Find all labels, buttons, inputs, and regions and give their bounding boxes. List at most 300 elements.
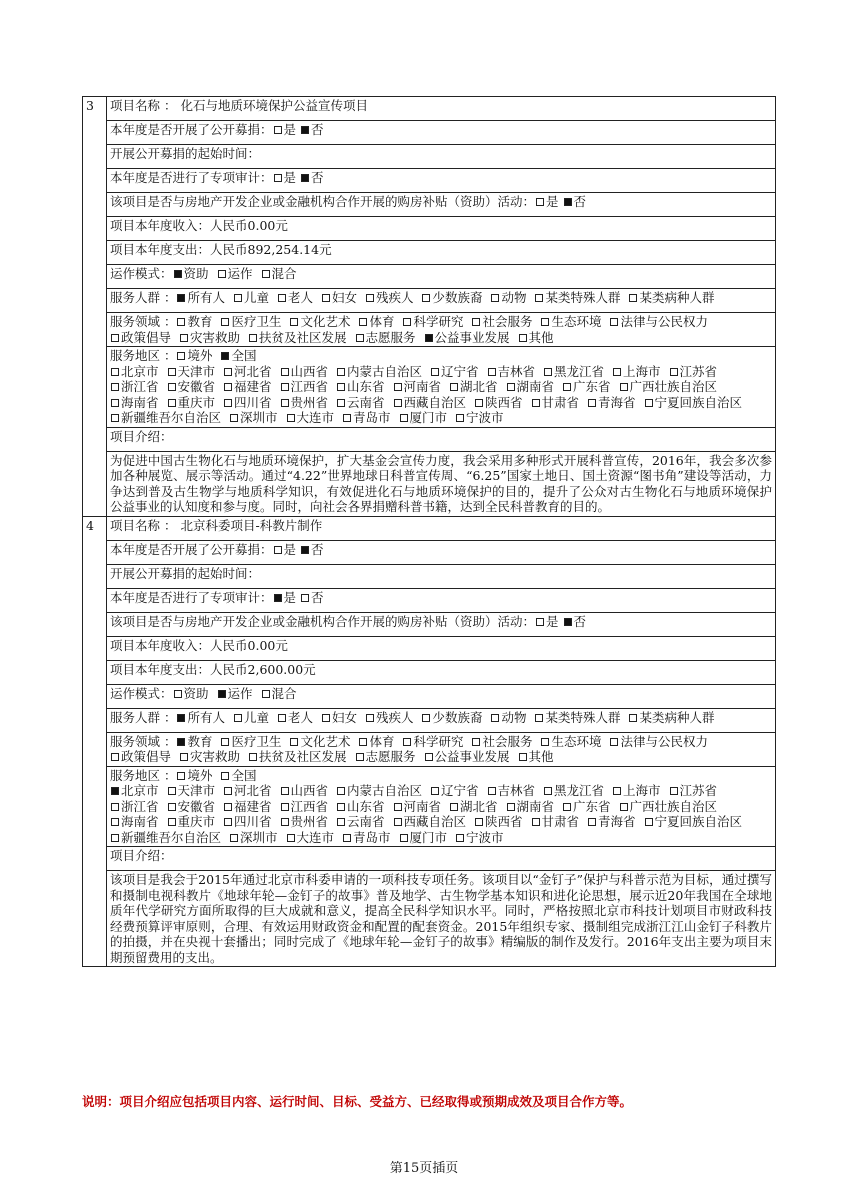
region-option [280,379,329,394]
project-intro: 为促进中国古生物化石与地质环境保护，扩大基金会宣传力度，我会采用多种形式开展科普宣传，2016年，我会多次参加各种展览、展示等活动。通过“4.22”世界地球日科普宣传周、“6.25”国家土地日、国土资源“图书角”建设等活动，力争达到普及古生物学与地质科学知识，有效促进化石与地质环境保护的目的，提升了公众对古生物化石与地质环境保护公益事业的认知度和参与度。同时，向社会各界捐赠科普书籍，达到全民科普教育的目的。 [110,452,772,514]
checkbox[interactable] [400,834,408,842]
region-option [644,395,743,410]
form-row [83,313,776,347]
checkbox[interactable] [281,818,289,826]
checkbox[interactable] [356,753,364,761]
checkbox[interactable] [366,714,374,722]
checkbox[interactable] [620,383,628,391]
region-option [612,783,661,798]
checkbox-no[interactable] [301,174,309,182]
checkbox[interactable] [224,818,232,826]
mode-label: 资助 [183,685,209,701]
checkbox[interactable] [262,270,270,278]
checkbox[interactable] [221,318,229,326]
region-option [223,799,272,814]
form-row [83,732,776,766]
checkbox[interactable] [519,334,527,342]
field-label: 生态环境 [551,733,602,749]
region-label: 西藏自治区 [403,814,467,829]
mode-label: 混合 [271,266,297,281]
checkbox[interactable] [278,714,286,722]
region-option [487,783,536,798]
checkbox[interactable] [475,399,483,407]
checkbox[interactable] [475,818,483,826]
form-row [83,564,776,588]
form-cell [107,427,776,451]
checkbox[interactable] [610,738,618,746]
checkbox-yes[interactable] [274,126,282,134]
checkbox-no[interactable] [564,618,572,626]
form-cell [107,564,776,588]
checkbox[interactable] [281,383,289,391]
checkbox[interactable] [290,738,298,746]
group-option [233,710,269,725]
checkbox[interactable] [224,368,232,376]
field-option [179,749,240,764]
form-cell [107,265,776,289]
group-option [321,290,357,305]
checkbox[interactable] [224,383,232,391]
region-option [449,799,498,814]
checkbox[interactable] [230,834,238,842]
checkbox[interactable] [230,414,238,422]
checkbox[interactable] [322,714,330,722]
checkbox[interactable] [111,368,119,376]
checkbox[interactable] [620,803,628,811]
region-option [587,395,636,410]
checkbox[interactable] [488,787,496,795]
field-option [424,330,510,345]
form-row [83,121,776,145]
group-option [176,710,225,725]
checkbox[interactable] [403,318,411,326]
mode-label: 运作 [227,266,253,281]
option-label-no: 否 [311,589,324,605]
region-label: 青海省 [598,394,636,410]
checkbox[interactable] [337,803,345,811]
field-option [358,314,394,329]
checkbox[interactable] [356,334,364,342]
region-label: 吉林省 [497,783,536,798]
region-label: 大连市 [296,410,335,425]
region-option [286,410,335,425]
checkbox[interactable] [234,714,242,722]
region-option [110,830,221,845]
region-label: 甘肃省 [541,394,580,410]
option-label-yes: 是 [283,122,297,137]
page-footer: 第15页插页 [389,1161,459,1176]
mode-option [261,266,297,281]
checkbox[interactable] [168,803,176,811]
checkbox[interactable] [394,818,402,826]
checkbox[interactable] [111,803,119,811]
region-option [336,814,385,829]
region-label: 深圳市 [240,410,278,425]
audit-question: 本年度是否进行了专项审计： [110,589,273,605]
checkbox[interactable] [281,399,289,407]
field-option [248,749,347,764]
form-cell [107,451,776,516]
region-option [487,364,536,379]
project-number [83,516,107,967]
checkbox[interactable] [610,318,618,326]
region-label: 青岛市 [353,410,391,425]
field-option [289,734,350,749]
field-label: 志愿服务 [365,329,416,345]
form-row [83,871,776,967]
region-label: 深圳市 [240,829,278,845]
region-label: 湖北省 [460,798,498,814]
fundraise-question: 本年度是否开展了公开募捐： [110,122,273,137]
service-fields-label: 服务领域 ： [110,733,177,749]
mode-option [217,686,253,701]
checkbox[interactable] [337,383,345,391]
checkbox-no[interactable] [301,546,309,554]
checkbox[interactable] [111,334,119,342]
region-label: 湖南省 [516,798,555,814]
checkbox[interactable] [343,414,351,422]
region-label: 新疆维吾尔自治区 [121,410,222,425]
checkbox-yes[interactable] [274,174,282,182]
checkbox[interactable] [507,803,515,811]
form-row [83,427,776,451]
region-label: 四川省 [234,814,272,829]
field-option [176,314,212,329]
region-option [455,410,504,425]
checkbox[interactable] [224,787,232,795]
region-option [336,395,385,410]
checkbox[interactable] [218,690,226,698]
form-cell [107,241,776,265]
fundraise-start-label: 开展公开募捐的起始时间： [110,565,261,581]
region-label: 贵州省 [290,814,329,829]
region-label: 山东省 [347,798,385,814]
mode-option [173,686,209,701]
region-label: 吉林省 [497,363,536,379]
checkbox[interactable] [177,772,185,780]
checkbox[interactable] [422,294,430,302]
service-fields-label: 服务领域 ： [110,314,177,329]
group-label: 少数族裔 [432,709,483,725]
checkbox[interactable] [422,714,430,722]
field-label: 法律与公民权力 [620,733,708,749]
checkbox[interactable] [450,383,458,391]
checkbox-no[interactable] [301,126,309,134]
field-label: 科学研究 [413,314,464,329]
scope-label: 境外 [187,767,213,783]
region-option [167,783,216,798]
checkbox[interactable] [456,834,464,842]
checkbox[interactable] [488,368,496,376]
group-option [490,290,526,305]
checkbox[interactable] [249,334,257,342]
form-cell [107,612,776,636]
checkbox[interactable] [168,787,176,795]
checkbox-yes[interactable] [274,594,282,602]
region-label: 天津市 [177,363,216,379]
form-cell [107,847,776,871]
checkbox[interactable] [180,753,188,761]
checkbox[interactable] [337,399,345,407]
mode-label: 资助 [183,266,209,281]
checkbox[interactable] [544,787,552,795]
checkbox-no[interactable] [301,594,309,602]
region-option [167,814,216,829]
checkbox[interactable] [180,334,188,342]
scope-option [220,348,256,363]
checkbox[interactable] [588,399,596,407]
region-option [280,814,329,829]
checkbox[interactable] [337,787,345,795]
fundraise-question: 本年度是否开展了公开募捐： [110,541,273,557]
region-label: 陕西省 [485,814,523,829]
field-label: 体育 [369,733,395,749]
field-label: 灾害救助 [190,749,241,764]
checkbox[interactable] [177,318,185,326]
region-option [393,814,467,829]
checkbox[interactable] [111,414,119,422]
checkbox[interactable] [544,368,552,376]
service-groups-label: 服务人群 ： [110,290,177,305]
checkbox[interactable] [221,738,229,746]
group-label: 老人 [287,709,313,725]
mode-option [261,686,297,701]
checkbox[interactable] [563,383,571,391]
checkbox[interactable] [359,318,367,326]
checkbox[interactable] [281,368,289,376]
checkbox[interactable] [278,294,286,302]
checkbox-no[interactable] [564,198,572,206]
checkbox[interactable] [450,803,458,811]
region-label: 河南省 [403,798,442,814]
checkbox[interactable] [425,753,433,761]
region-option [612,364,661,379]
checkbox[interactable] [111,753,119,761]
region-label: 安徽省 [177,798,216,814]
checkbox[interactable] [588,818,596,826]
checkbox[interactable] [221,352,229,360]
region-label: 黑龙江省 [554,363,605,379]
checkbox[interactable] [177,352,185,360]
option-label-no: 否 [311,170,324,185]
form-cell [107,121,776,145]
region-label: 西藏自治区 [403,394,467,410]
checkbox[interactable] [472,318,480,326]
region-option [399,830,448,845]
region-label: 山东省 [347,379,385,394]
housing-subsidy-question: 该项目是否与房地产开发企业或金融机构合作开展的购房补贴（资助）活动： [110,194,536,209]
group-label: 妇女 [331,709,357,725]
checkbox[interactable] [249,753,257,761]
checkbox[interactable] [168,383,176,391]
checkbox[interactable] [168,368,176,376]
region-option [393,379,442,394]
checkbox[interactable] [343,834,351,842]
field-label: 扶贫及社区发展 [259,749,347,764]
region-label: 福建省 [234,798,272,814]
checkbox[interactable] [431,368,439,376]
region-label: 海南省 [121,814,159,829]
checkbox[interactable] [262,690,270,698]
checkbox[interactable] [111,787,119,795]
region-label: 河南省 [403,379,442,394]
checkbox[interactable] [670,368,678,376]
checkbox[interactable] [111,399,119,407]
checkbox[interactable] [287,834,295,842]
form-row [83,660,776,684]
region-option [223,364,272,379]
checkbox[interactable] [337,368,345,376]
form-row [83,847,776,871]
checkbox[interactable] [491,714,499,722]
checkbox[interactable] [472,738,480,746]
region-option [110,410,221,425]
field-label: 文化艺术 [300,314,351,329]
region-label: 天津市 [177,783,216,798]
checkbox[interactable] [168,399,176,407]
field-option [540,314,601,329]
checkbox[interactable] [535,714,543,722]
checkbox[interactable] [337,818,345,826]
checkbox[interactable] [111,818,119,826]
checkbox[interactable] [519,753,527,761]
checkbox[interactable] [629,294,637,302]
region-label: 江苏省 [679,783,718,798]
field-option [355,749,416,764]
checkbox[interactable] [431,787,439,795]
checkbox[interactable] [287,414,295,422]
field-label: 其他 [528,749,554,764]
project-intro: 该项目是我会于2015年通过北京市科委申请的一项科技专项任务。该项目以“金钉子”保护与科普示范为目标，通过撰写和摄制电视科教片《地球年轮—金钉子的故事》普及地学、古生物学基本知识和进化论思想，展示近20年我国在全球地质年代学研究方面所取得的巨大成就和意义，提高全民科学知识水平。同时，严格按照北京市科技计划项目市财政科技经费预算评审原则，合理、有效运用财政资金和配置的配套资金。2015年组织专家、摄制组完成浙江江山金钉子科教片的拍摄，并在央视十套播出；同时完成了《地球年轮—金钉子的故事》精编版的制作及发行。2016年支出主要为项目末期预留费用的支出。 [110,872,772,965]
region-option [110,783,159,798]
checkbox[interactable] [563,803,571,811]
checkbox[interactable] [670,787,678,795]
checkbox-yes[interactable] [536,618,544,626]
form-row [83,612,776,636]
region-option [474,395,523,410]
region-option [619,799,718,814]
checkbox[interactable] [177,294,185,302]
field-option [179,330,240,345]
field-label: 其他 [528,329,554,345]
region-label: 云南省 [347,394,385,410]
checkbox[interactable] [394,399,402,407]
checkbox[interactable] [174,270,182,278]
checkbox[interactable] [221,772,229,780]
checkbox[interactable] [174,690,182,698]
checkbox[interactable] [403,738,411,746]
checkbox[interactable] [400,414,408,422]
checkbox[interactable] [456,414,464,422]
checkbox[interactable] [507,383,515,391]
field-label: 公益事业发展 [434,329,510,345]
field-label: 医疗卫生 [231,733,282,749]
checkbox[interactable] [281,787,289,795]
option-label-no: 否 [311,122,324,137]
field-label: 生态环境 [551,314,602,329]
checkbox[interactable] [532,399,540,407]
group-label: 儿童 [243,290,269,305]
region-option [223,814,272,829]
checkbox[interactable] [366,294,374,302]
checkbox-yes[interactable] [274,546,282,554]
scope-label: 全国 [231,767,257,783]
option-label-yes: 是 [546,194,559,209]
service-areas-label: 服务地区 ： [110,348,177,363]
region-option [110,799,159,814]
form-row [83,588,776,612]
group-label: 残疾人 [375,290,414,305]
checkbox[interactable] [613,368,621,376]
field-label: 教育 [187,733,213,749]
region-label: 上海市 [623,783,661,798]
checkbox[interactable] [491,294,499,302]
region-option [449,379,498,394]
region-label: 浙江省 [121,379,159,394]
checkbox[interactable] [394,803,402,811]
checkbox[interactable] [177,714,185,722]
form-row [83,265,776,289]
group-option [277,710,313,725]
form-row [83,766,776,847]
checkbox[interactable] [425,334,433,342]
project-name: 北京科委项目-科教片制作 [180,517,323,533]
field-option [110,749,171,764]
project-number [83,97,107,517]
form-cell [107,347,776,428]
checkbox[interactable] [645,818,653,826]
region-option [342,830,391,845]
checkbox[interactable] [290,318,298,326]
checkbox[interactable] [224,803,232,811]
region-label: 厦门市 [409,829,448,845]
group-option [365,290,414,305]
checkbox[interactable] [322,294,330,302]
project-number-text: 3 [86,98,94,113]
checkbox[interactable] [111,383,119,391]
checkbox[interactable] [613,787,621,795]
checkbox[interactable] [177,738,185,746]
region-option [110,364,159,379]
checkbox[interactable] [629,714,637,722]
mode-option [173,266,209,281]
checkbox[interactable] [394,383,402,391]
region-option [393,395,467,410]
group-label: 残疾人 [375,709,414,725]
checkbox[interactable] [535,294,543,302]
region-label: 新疆维吾尔自治区 [121,829,222,845]
checkbox[interactable] [111,834,119,842]
checkbox[interactable] [234,294,242,302]
checkbox[interactable] [168,818,176,826]
intro-label: 项目介绍： [110,848,173,863]
checkbox[interactable] [224,399,232,407]
form-row [83,636,776,660]
checkbox[interactable] [645,399,653,407]
checkbox[interactable] [218,270,226,278]
checkbox[interactable] [359,738,367,746]
income-value: 人民币0.00元 [210,637,288,653]
checkbox-yes[interactable] [536,198,544,206]
region-option [280,783,329,798]
checkbox[interactable] [532,818,540,826]
field-option [402,734,463,749]
checkbox[interactable] [281,803,289,811]
checkbox[interactable] [541,738,549,746]
field-label: 社会服务 [482,314,533,329]
group-option [490,710,526,725]
checkbox[interactable] [541,318,549,326]
